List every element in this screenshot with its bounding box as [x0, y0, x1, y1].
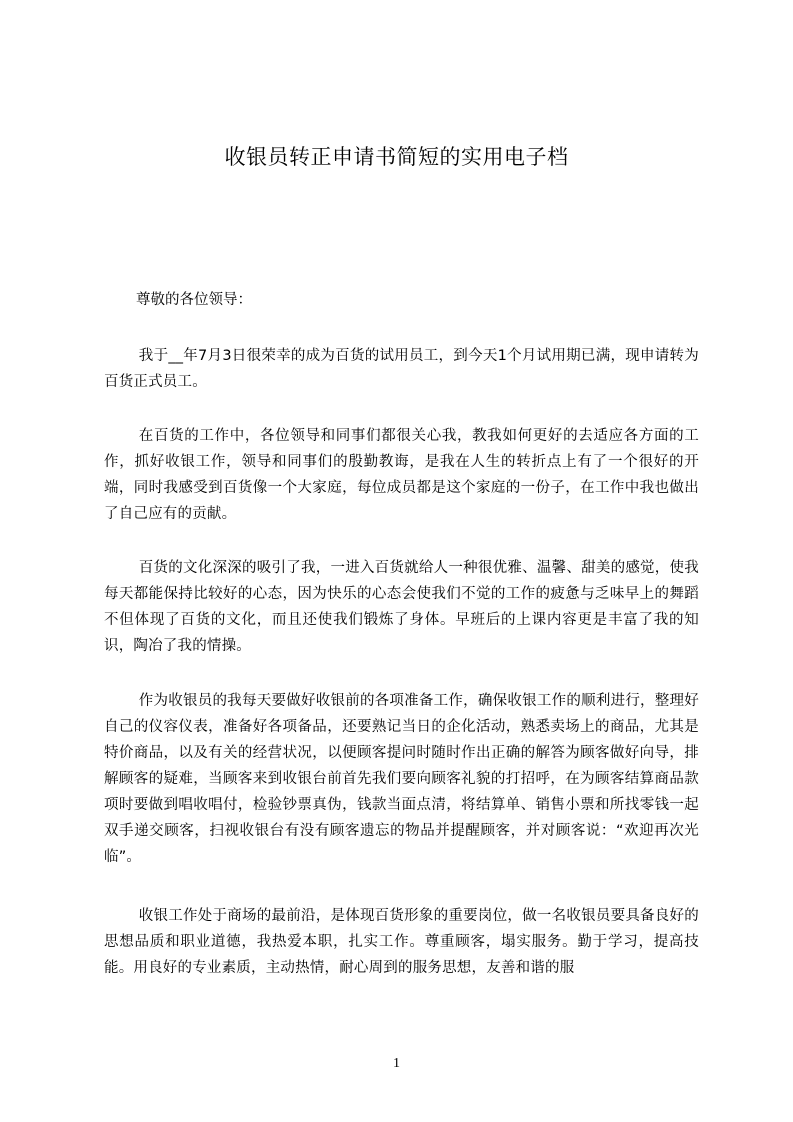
salutation: 尊敬的各位领导：: [136, 292, 252, 308]
page-number: 1: [393, 1056, 400, 1071]
paragraph-5: 收银工作处于商场的最前沿，是体现百货形象的重要岗位，做一名收银员要具备良好的思想品质和职业道德，我热爱本职，扎实工作。尊重顾客，塌实服务。勤于学习，提高技能。用良好的专业素质，主动热情，耐心周到的服务思想，友善和谐的服: [104, 908, 699, 976]
paragraph-1: 我于__年7月3日很荣幸的成为百货的试用员工，到今天1个月试用期已满，现申请转为百货正式员工。: [104, 348, 699, 390]
document-title: 收银员转正申请书简短的实用电子档: [224, 145, 569, 169]
paragraph-4: 作为收银员的我每天要做好收银前的各项准备工作，确保收银工作的顺利进行，整理好自己的仪容仪表，准备好各项备品，还要熟记当日的企化活动，熟悉卖场上的商品，尤其是特价商品，以及有关的经营状况，以便顾客提问时随时作出正确的解答为顾客做好向导，排解顾客的疑难，当顾客来到收银台前首先我们要向顾客礼貌的打招呼，在为顾客结算商品款项时要做到唱收唱付，检验钞票真伪，钱款当面点清，将结算单、销售小票和所找零钱一起双手递交顾客，扫视收银台有没有顾客遗忘的物品并提醒顾客，并对顾客说：“欢迎再次光临”。: [104, 693, 699, 865]
paragraph-2: 在百货的工作中，各位领导和同事们都很关心我，教我如何更好的去适应各方面的工作，抓好收银工作，领导和同事们的殷勤教诲，是我在人生的转折点上有了一个很好的开端，同时我感受到百货像一个大家庭，每位成员都是这个家庭的一份子，在工作中我也做出了自己应有的贡献。: [104, 428, 699, 522]
paragraph-3: 百货的文化深深的吸引了我，一进入百货就给人一种很优雅、温馨、甜美的感觉，使我每天都能保持比较好的心态，因为快乐的心态会使我们不觉的工作的疲惫与乏味早上的舞蹈不但体现了百货的文化，而且还使我们锻炼了身体。早班后的上课内容更是丰富了我的知识，陶冶了我的情操。: [104, 560, 699, 654]
